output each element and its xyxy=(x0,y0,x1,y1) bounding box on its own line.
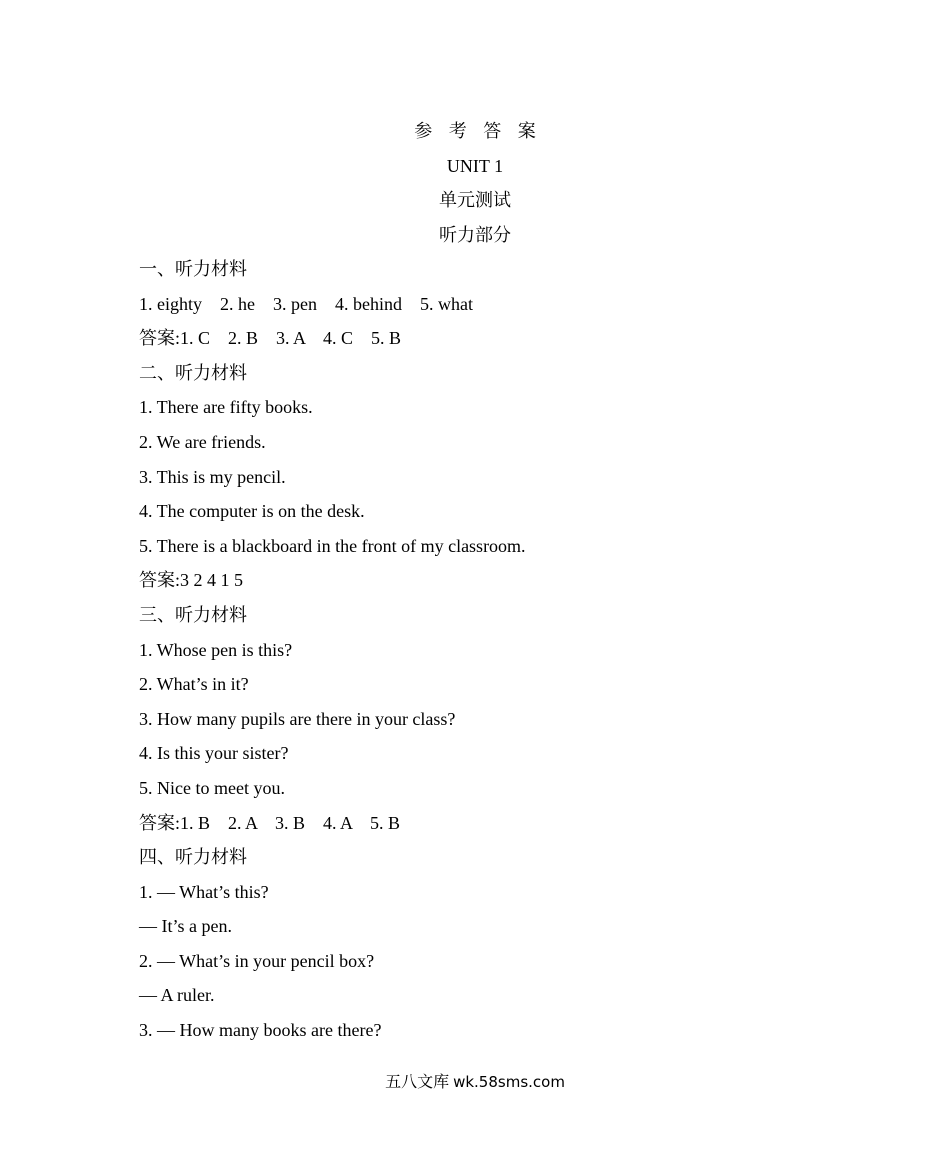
dialogue-line: — A ruler. xyxy=(139,985,215,1006)
answer-body xyxy=(139,252,819,1048)
section-three-item: 5. Nice to meet you. xyxy=(139,777,285,798)
section-two-item: 1. There are fifty books. xyxy=(139,397,313,418)
document-header xyxy=(0,114,950,252)
section-heading: 单元测试 xyxy=(439,190,511,211)
section-three-answers: 答案:1. B 2. A 3. B 4. A 5. B xyxy=(139,812,401,833)
section-three-heading: 三、听力材料 xyxy=(139,604,247,625)
section-three-item: 4. Is this your sister? xyxy=(139,743,289,764)
unit-heading: UNIT 1 xyxy=(446,155,504,176)
page-title: 参 考 答 案 xyxy=(414,121,542,141)
dialogue-line: 3. — How many books are there? xyxy=(139,1020,382,1041)
section-three-item: 1. Whose pen is this? xyxy=(139,639,293,660)
dialogue-line: 2. — What’s in your pencil box? xyxy=(139,950,375,971)
page-footer xyxy=(0,1070,950,1095)
section-two-item: 2. We are friends. xyxy=(139,431,266,452)
section-one-answers: 答案:1. C 2. B 3. A 4. C 5. B xyxy=(139,328,402,349)
section-two-answers: 答案:3 2 4 1 5 xyxy=(139,570,244,591)
part-heading: 听力部分 xyxy=(439,224,511,245)
footer-library-name: 五八文库 xyxy=(385,1074,450,1091)
section-two-item: 4. The computer is on the desk. xyxy=(139,501,365,522)
section-one-heading: 一、听力材料 xyxy=(139,259,247,279)
section-two-item: 5. There is a blackboard in the front of my classroom. xyxy=(139,535,526,556)
section-one-words: 1. eighty 2. he 3. pen 4. behind 5. what xyxy=(139,293,473,314)
dialogue-line: — It’s a pen. xyxy=(139,916,232,937)
footer-site-link[interactable]: wk.58sms.com xyxy=(453,1073,565,1091)
dialogue-line: 1. — What’s this? xyxy=(139,881,269,902)
section-four-heading: 四、听力材料 xyxy=(139,847,247,868)
section-two-item: 3. This is my pencil. xyxy=(139,466,286,487)
section-two-heading: 二、听力材料 xyxy=(139,362,247,383)
section-three-item: 2. What’s in it? xyxy=(139,674,249,695)
section-three-item: 3. How many pupils are there in your class? xyxy=(139,708,456,729)
